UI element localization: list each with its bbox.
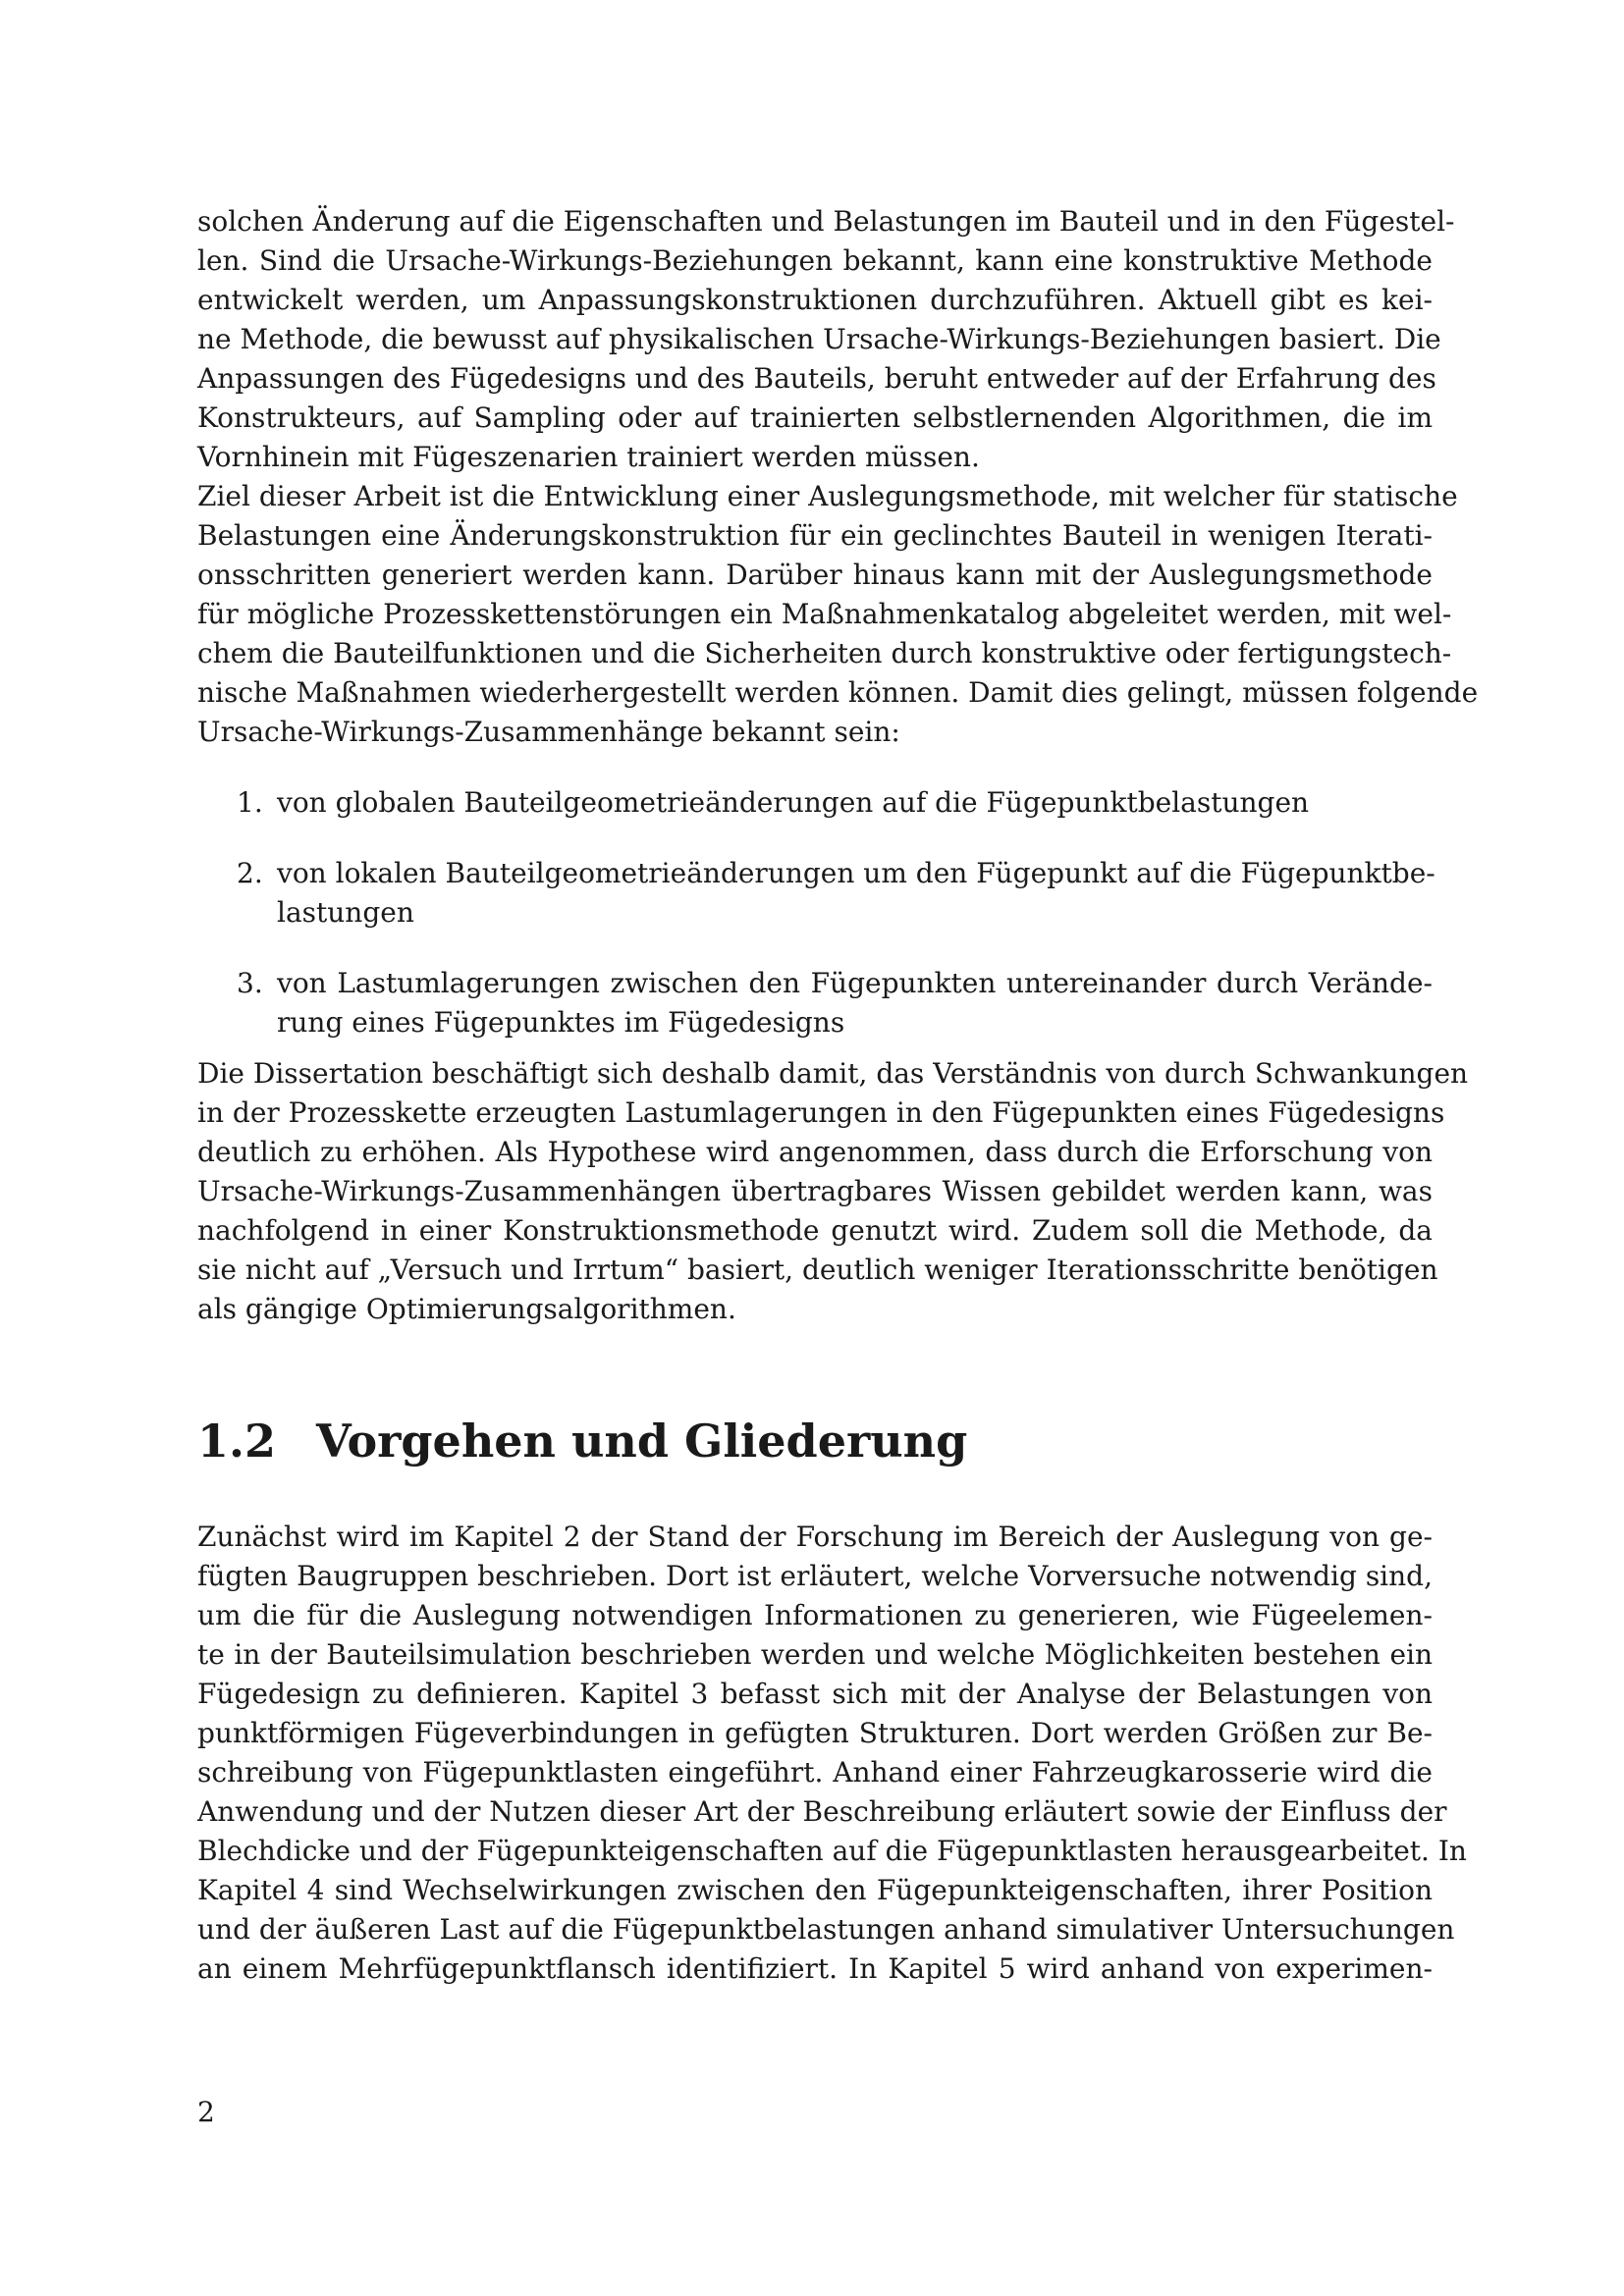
goal-line-3: onsschritten generiert werden kann. Darüber hinaus kann mit der Auslegungsmethode (197, 559, 1433, 591)
section-line-6: punktförmigen Fügeverbindungen in gefügten Strukturen. Dort werden Größen zur Be- (197, 1717, 1433, 1749)
intro-line-5: Anpassungen des Fügedesigns und des Bauteils, beruht entweder auf der Erfahrung des (197, 362, 1436, 395)
dissertation-line-7: als gängige Optimierungsalgorithmen. (197, 1293, 736, 1325)
intro-line-7: Vornhinein mit Fügeszenarien trainiert werden müssen. (197, 441, 980, 473)
section-line-10: Kapitel 4 sind Wechselwirkungen zwischen den Fügepunkteigenschaften, ihrer Position (197, 1874, 1433, 1906)
goal-line-4: für mögliche Prozesskettenstörungen ein Maßnahmenkatalog abgeleitet werden, mit wel- (197, 598, 1452, 630)
dissertation-line-5: nachfolgend in einer Konstruktionsmethode genutzt wird. Zudem soll die Methode, da (197, 1214, 1433, 1247)
section-line-7: schreibung von Fügepunktlasten eingeführt. Anhand einer Fahrzeugkarosserie wird die (197, 1756, 1433, 1789)
section-title: Vorgehen und Gliederung (316, 1415, 968, 1468)
goal-line-6: nische Maßnahmen wiederhergestellt werden können. Damit dies gelingt, müssen folgende (197, 676, 1479, 709)
section-line-8: Anwendung und der Nutzen dieser Art der Beschreibung erläutert sowie der Einfluss der (197, 1795, 1447, 1828)
intro-line-1: solchen Änderung auf die Eigenschaften und Belastungen im Bauteil und in den Fügestel- (197, 205, 1455, 238)
goal-line-1: Ziel dieser Arbeit ist die Entwicklung einer Auslegungsmethode, mit welcher für statische (197, 480, 1458, 512)
intro-line-3: entwickelt werden, um Anpassungskonstruktionen durchzuführen. Aktuell gibt es kei- (197, 284, 1433, 316)
goal-line-2: Belastungen eine Änderungskonstruktion für ein geclinchtes Bauteil in wenigen Iterati- (197, 519, 1433, 552)
section-line-1: Zunächst wird im Kapitel 2 der Stand der Forschung im Bereich der Auslegung von ge- (197, 1521, 1433, 1553)
dissertation-line-2: in der Prozesskette erzeugten Lastumlagerungen in den Fügepunkten eines Fügedesigns (197, 1096, 1445, 1129)
page-number: 2 (197, 2096, 215, 2128)
section-line-11: und der äußeren Last auf die Fügepunktbelastungen anhand simulativer Untersuchungen (197, 1913, 1455, 1946)
enum-item-2-line-1: von lokalen Bauteilgeometrieänderungen um den Fügepunkt auf die Fügepunktbe- (277, 857, 1435, 889)
dissertation-line-3: deutlich zu erhöhen. Als Hypothese wird angenommen, dass durch die Erforschung von (197, 1136, 1433, 1168)
section-line-12: an einem Mehrfügepunktflansch identifiziert. In Kapitel 5 wird anhand von experimen- (197, 1952, 1433, 1985)
section-number: 1.2 (197, 1415, 277, 1468)
intro-line-4: ne Methode, die bewusst auf physikalischen Ursache-Wirkungs-Beziehungen basiert. Die (197, 323, 1441, 355)
goal-line-5: chem die Bauteilfunktionen und die Sicherheiten durch konstruktive oder fertigungstech- (197, 637, 1452, 669)
enum-item-3-line-2: rung eines Fügepunktes im Fügedesigns (277, 1006, 845, 1039)
section-line-2: fügten Baugruppen beschrieben. Dort ist erläutert, welche Vorversuche notwendig sind, (197, 1560, 1433, 1592)
section-line-3: um die für die Auslegung notwendigen Informationen zu generieren, wie Fügeelemen- (197, 1599, 1433, 1631)
enum-item-3-line-1: von Lastumlagerungen zwischen den Fügepunkten untereinander durch Verände- (277, 967, 1433, 999)
goal-line-7: Ursache-Wirkungs-Zusammenhänge bekannt sein: (197, 716, 900, 748)
dissertation-line-6: sie nicht auf „Versuch und Irrtum“ basiert, deutlich weniger Iterationsschritte benötigen (197, 1254, 1438, 1286)
section-heading (197, 1412, 967, 1470)
enum-number-2: 2. (237, 857, 263, 889)
section-line-5: Fügedesign zu definieren. Kapitel 3 befasst sich mit der Analyse der Belastungen von (197, 1678, 1433, 1710)
enum-number-1: 1. (237, 786, 263, 819)
dissertation-line-4: Ursache-Wirkungs-Zusammenhängen übertragbares Wissen gebildet werden kann, was (197, 1175, 1433, 1207)
section-line-9: Blechdicke und der Fügepunkteigenschaften auf die Fügepunktlasten herausgearbeitet. In (197, 1835, 1467, 1867)
enum-item-2-line-2: lastungen (277, 896, 414, 929)
intro-line-6: Konstrukteurs, auf Sampling oder auf trainierten selbstlernenden Algorithmen, die im (197, 401, 1433, 434)
enum-item-1-line-1: von globalen Bauteilgeometrieänderungen auf die Fügepunktbelastungen (277, 786, 1310, 819)
intro-line-2: len. Sind die Ursache-Wirkungs-Beziehungen bekannt, kann eine konstruktive Methode (197, 244, 1433, 277)
dissertation-line-1: Die Dissertation beschäftigt sich deshalb damit, das Verständnis von durch Schwankungen (197, 1057, 1469, 1090)
enum-number-3: 3. (237, 967, 263, 999)
section-line-4: te in der Bauteilsimulation beschrieben werden und welche Möglichkeiten bestehen ein (197, 1638, 1433, 1671)
document-page (197, 0, 1479, 2296)
